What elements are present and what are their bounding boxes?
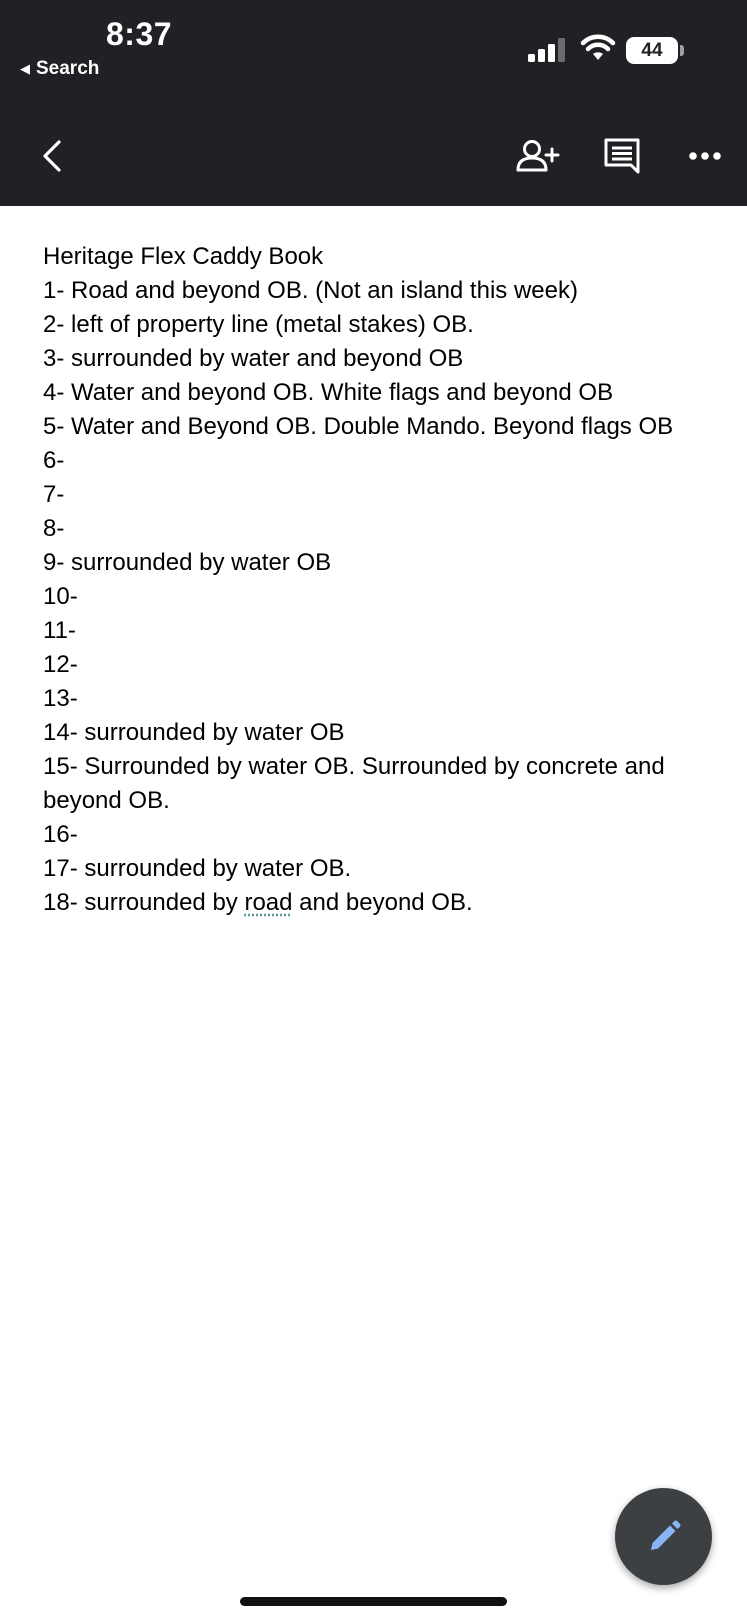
share-button[interactable] xyxy=(512,130,564,182)
document-line: 10- xyxy=(43,583,78,610)
back-to-search-label: Search xyxy=(36,58,100,79)
document-line-last xyxy=(43,886,703,920)
document-line: 11- xyxy=(43,617,76,644)
chevron-left-icon xyxy=(40,139,64,173)
document-line: 16- xyxy=(43,821,78,848)
app-header xyxy=(0,0,747,206)
document-lines xyxy=(43,274,703,920)
document-line: 15- Surrounded by water OB. Surrounded by concrete and beyond OB. xyxy=(43,753,665,814)
document-line: 12- xyxy=(43,651,78,678)
document-line: 17- surrounded by water OB. xyxy=(43,855,352,882)
back-to-search-link[interactable] xyxy=(20,58,99,80)
document-line: 1- Road and beyond OB. (Not an island this week) xyxy=(43,277,578,304)
person-add-icon xyxy=(516,139,560,173)
document-line: 2- left of property line (metal stakes) OB. xyxy=(43,311,474,338)
spellcheck-flagged-word[interactable]: road xyxy=(244,889,293,916)
document-line: 3- surrounded by water and beyond OB xyxy=(43,345,464,372)
comment-icon xyxy=(602,136,642,176)
home-indicator xyxy=(240,1597,507,1606)
pencil-edit-icon xyxy=(646,1519,682,1555)
document-line: 4- Water and beyond OB. White flags and beyond OB xyxy=(43,379,614,406)
edit-fab-button[interactable] xyxy=(615,1488,712,1585)
more-horizontal-icon xyxy=(688,151,722,161)
cellular-signal-icon xyxy=(528,38,566,62)
back-button[interactable] xyxy=(26,130,78,182)
battery-nub xyxy=(680,45,684,56)
last-line-end: and beyond OB. xyxy=(292,889,473,916)
document-line: 8- xyxy=(43,515,65,542)
battery-indicator: 44 xyxy=(626,37,678,64)
document-line: 6- xyxy=(43,447,65,474)
status-time: 8:37 xyxy=(106,16,173,52)
document-title: Heritage Flex Caddy Book xyxy=(43,243,324,270)
more-options-button[interactable] xyxy=(679,130,731,182)
wifi-icon xyxy=(580,34,616,62)
document-body[interactable] xyxy=(43,240,703,920)
document-line: 7- xyxy=(43,481,65,508)
document-line: 13- xyxy=(43,685,78,712)
last-line-start: 18- surrounded by xyxy=(43,889,245,916)
document-line: 9- surrounded by water OB xyxy=(43,549,332,576)
document-line: 5- Water and Beyond OB. Double Mando. Beyond flags OB xyxy=(43,413,674,440)
back-triangle-icon: ◀ xyxy=(20,61,30,76)
document-line: 14- surrounded by water OB xyxy=(43,719,345,746)
comments-button[interactable] xyxy=(596,130,648,182)
